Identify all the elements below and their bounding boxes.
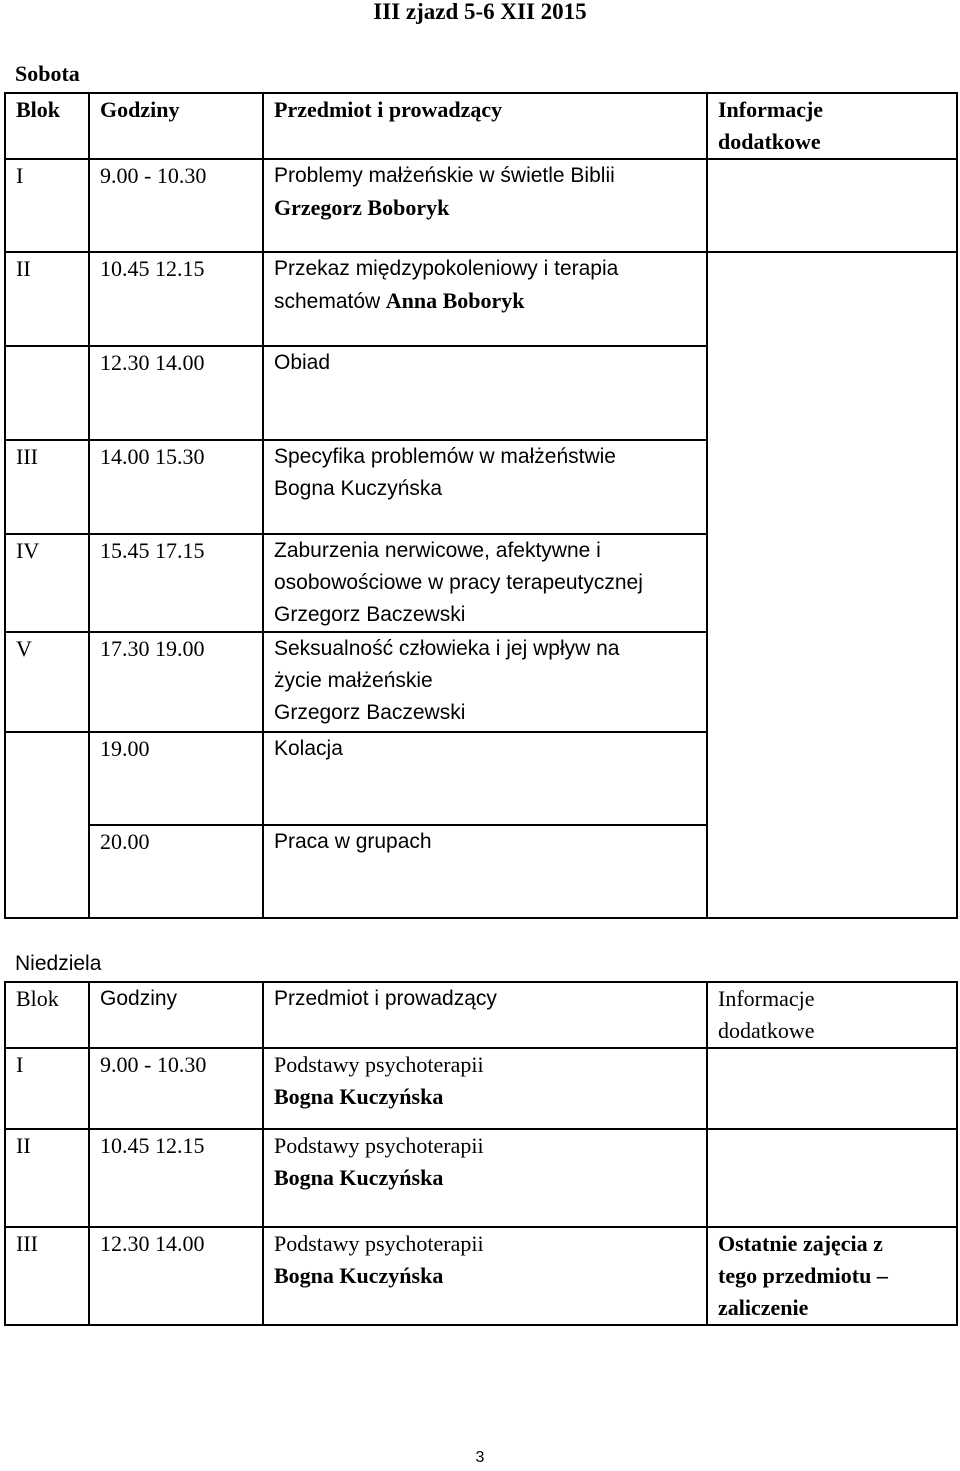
cell-blok: I <box>5 1048 89 1129</box>
cell-subject: Specyfika problemów w małżeństwie Bogna Kuczyńska <box>263 440 707 534</box>
lecturer-name: Anna Boboryk <box>385 288 525 313</box>
table-row <box>5 1129 957 1227</box>
table-row <box>5 825 957 918</box>
cell-subject: Obiad <box>263 346 707 440</box>
cell-blok: V <box>5 632 89 732</box>
cell-blok <box>5 346 89 440</box>
header-godziny: Godziny <box>89 93 263 159</box>
cell-info <box>707 346 957 440</box>
cell-subject: Problemy małżeńskie w świetle Biblii Grzegorz Boboryk <box>263 159 707 252</box>
schedule-table-saturday <box>4 92 958 919</box>
cell-subject: Zaburzenia nerwicowe, afektywne i osobowościowe w pracy terapeutycznej Grzegorz Baczewski <box>263 534 707 632</box>
header-blok: Blok <box>5 93 89 159</box>
table-row <box>5 440 957 534</box>
cell-blok: III <box>5 440 89 534</box>
cell-godziny: 19.00 <box>89 732 263 825</box>
cell-blok: II <box>5 1129 89 1227</box>
table-row <box>5 534 957 632</box>
table-row <box>5 346 957 440</box>
cell-subject: Praca w grupach <box>263 825 707 918</box>
table-header-row <box>5 93 957 159</box>
cell-godziny: 12.30 14.00 <box>89 346 263 440</box>
cell-godziny: 10.45 12.15 <box>89 1129 263 1227</box>
cell-blok: II <box>5 252 89 346</box>
cell-godziny: 20.00 <box>89 825 263 918</box>
header-przedmiot: Przedmiot i prowadzący <box>263 982 707 1048</box>
cell-blok: IV <box>5 534 89 632</box>
cell-blok: III <box>5 1227 89 1325</box>
table-row <box>5 1227 957 1325</box>
table-header-row <box>5 982 957 1048</box>
day-heading-saturday: Sobota <box>15 61 80 86</box>
cell-godziny: 9.00 - 10.30 <box>89 1048 263 1129</box>
page-title: III zjazd 5-6 XII 2015 <box>373 0 587 24</box>
cell-subject: Seksualność człowieka i jej wpływ na życie małżeńskie Grzegorz Baczewski <box>263 632 707 732</box>
cell-subject: Podstawy psychoterapii Bogna Kuczyńska <box>263 1227 707 1325</box>
cell-godziny: 9.00 - 10.30 <box>89 159 263 252</box>
header-przedmiot: Przedmiot i prowadzący <box>263 93 707 159</box>
header-blok: Blok <box>5 982 89 1048</box>
lecturer-name: Bogna Kuczyńska <box>274 477 443 500</box>
lecturer-name: Bogna Kuczyńska <box>274 1084 444 1109</box>
cell-info <box>707 1048 957 1129</box>
cell-godziny: 14.00 15.30 <box>89 440 263 534</box>
cell-info <box>707 440 957 534</box>
cell-info <box>707 159 957 252</box>
cell-info <box>707 632 957 732</box>
lecturer-name: Grzegorz Baczewski <box>274 701 466 724</box>
cell-subject: Podstawy psychoterapii Bogna Kuczyńska <box>263 1048 707 1129</box>
lecturer-name: Bogna Kuczyńska <box>274 1165 444 1190</box>
cell-subject: Przekaz międzypokoleniowy i terapia schematów Anna Boboryk <box>263 252 707 346</box>
cell-godziny: 12.30 14.00 <box>89 1227 263 1325</box>
page-number: 3 <box>475 1449 485 1466</box>
lecturer-name: Bogna Kuczyńska <box>274 1263 444 1288</box>
table-row <box>5 159 957 252</box>
cell-blok: I <box>5 159 89 252</box>
cell-godziny: 17.30 19.00 <box>89 632 263 732</box>
cell-subject: Podstawy psychoterapii Bogna Kuczyńska <box>263 1129 707 1227</box>
header-informacje: Informacje dodatkowe <box>707 93 957 159</box>
table-row <box>5 732 957 825</box>
cell-info <box>707 732 957 825</box>
lecturer-name: Grzegorz Baczewski <box>274 603 466 626</box>
cell-godziny: 10.45 12.15 <box>89 252 263 346</box>
lecturer-name: Grzegorz Boboryk <box>274 195 450 220</box>
schedule-table-sunday <box>4 981 958 1326</box>
table-row <box>5 1048 957 1129</box>
header-informacje: Informacje dodatkowe <box>707 982 957 1048</box>
header-godziny: Godziny <box>89 982 263 1048</box>
day-heading-sunday: Niedziela <box>15 952 102 975</box>
cell-blok <box>5 825 89 918</box>
cell-info <box>707 1129 957 1227</box>
cell-info <box>707 825 957 918</box>
cell-blok <box>5 732 89 825</box>
cell-info <box>707 252 957 346</box>
cell-subject: Kolacja <box>263 732 707 825</box>
cell-godziny: 15.45 17.15 <box>89 534 263 632</box>
cell-info <box>707 534 957 632</box>
cell-info: Ostatnie zajęcia z tego przedmiotu – zaliczenie <box>707 1227 957 1325</box>
table-row <box>5 632 957 732</box>
table-row <box>5 252 957 346</box>
